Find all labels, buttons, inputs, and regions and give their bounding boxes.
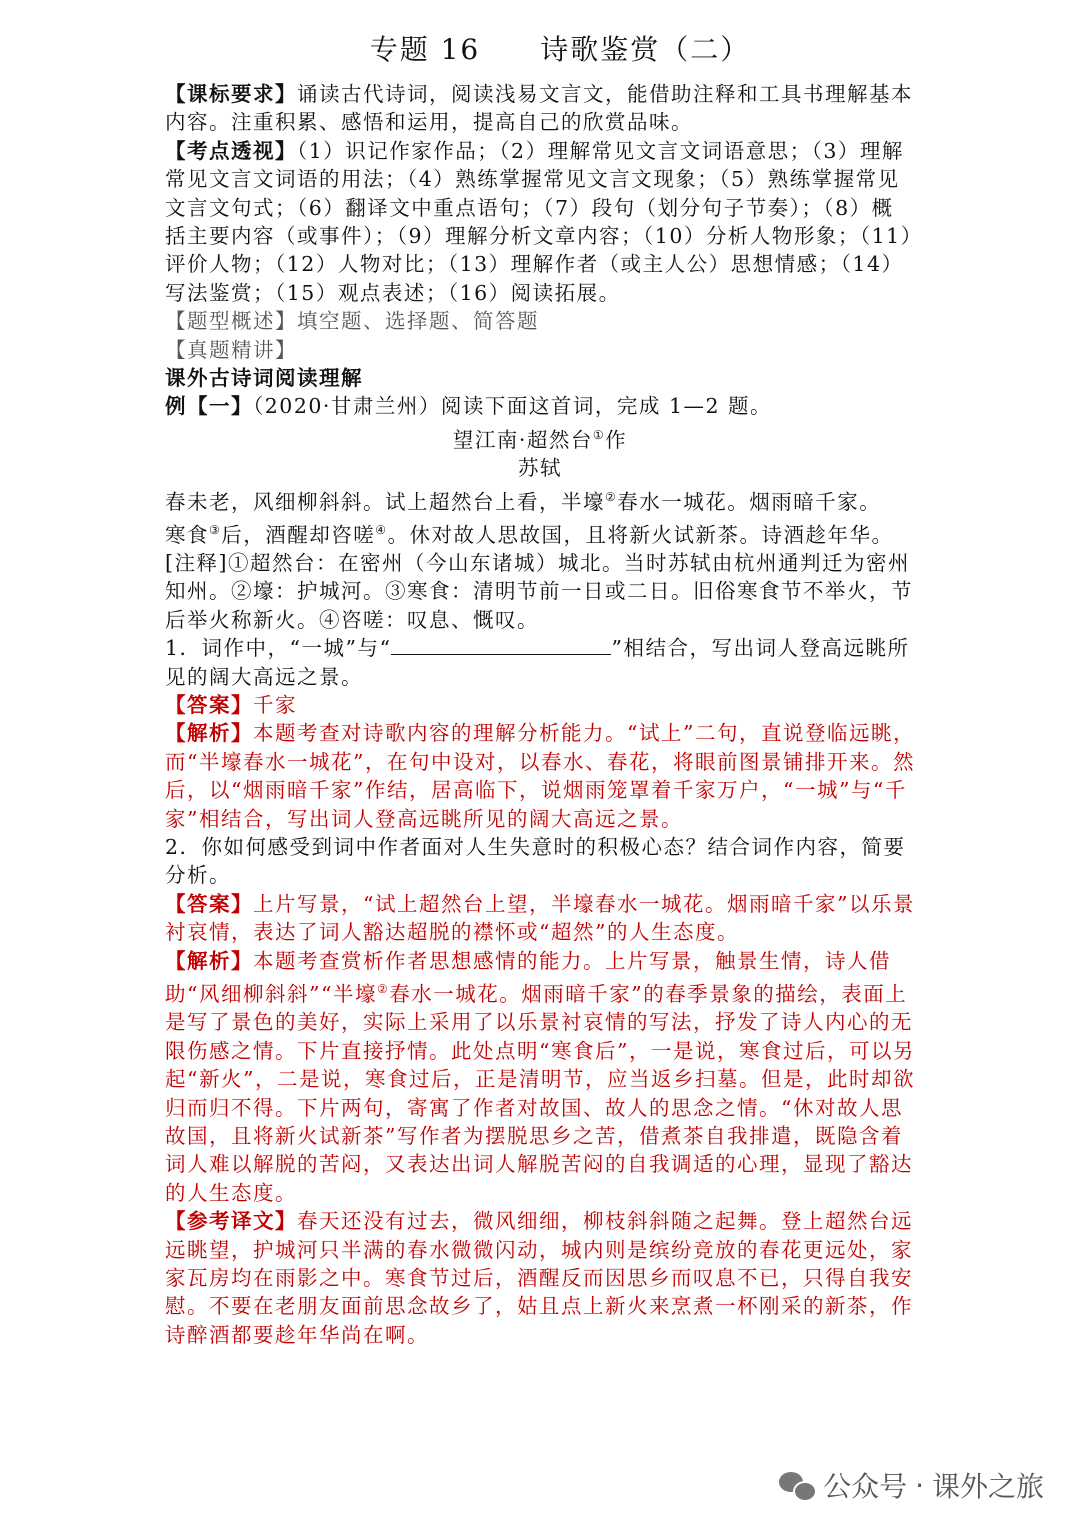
requirements-text: 诵读古代诗词，阅读浅易文言文，能借助注释和工具书理解基本内容。注重积累、感悟和运用，提高自己的欣赏品味。 xyxy=(165,82,913,135)
question-2: 2．你如何感受到词中作者面对人生失意时的积极心态？结合词作内容，简要分析。 xyxy=(165,835,906,888)
exam-points xyxy=(165,137,915,307)
poem-author: 苏轼 xyxy=(518,456,562,481)
real-questions-heading: 【真题精讲】 xyxy=(165,337,297,362)
example-text: （2020·甘肃兰州）阅读下面这首词，完成 1—2 题。 xyxy=(253,394,773,419)
wechat-watermark xyxy=(779,1465,1044,1505)
question-2-answer: 【答案】上片写景，“试上超然台上望，半壕春水一城花。烟雨暗千家”以乐景衬哀情，表达了词人豁达超脱的襟怀或“超然”的人生态度。 xyxy=(165,891,915,945)
poem-stanza-1: 春未老，风细柳斜斜。试上超然台上看，半壕②春水一城花。烟雨暗千家。 xyxy=(165,489,882,514)
document-page xyxy=(165,30,915,1349)
poem-title: 望江南·超然台①作 xyxy=(452,427,628,452)
wechat-logo-icon xyxy=(779,1470,815,1500)
question-2-analysis: 【解析】本题考查赏析作者思想感情的能力。上片写景，触景生情，诗人借助“风细柳斜斜”“半壕②春水一城花。烟雨暗千家”的春季景象的描绘，表面上是写了景色的美好，实际上采用了以乐景衬哀情的写法，抒发了诗人内心的无限伤感之情。下片直接抒情。此处点明“寒食后”，一是说，寒食过后，可以另起“新火”，二是说，寒食过后，正是清明节，应当返乡扫墓。但是，此时却欲归而归不得。下片两句，寄寓了作者对故国、故人的思念之情。“休对故人思故国，且将新火试新茶”写作者为摆脱思乡之苦，借煮茶自我排遣，既隐含着词人难以解脱的苦闷，又表达出词人解脱苦闷的自我调适的心理，显现了豁达的人生态度。 xyxy=(165,948,915,1205)
watermark-name: 课外之旅 xyxy=(931,1470,1044,1503)
question-1: 1．词作中，“一城”与“ ”相结合，写出词人登高远眺所见的阔大高远之景。 xyxy=(165,636,910,689)
reference-translation: 【参考译文】春天还没有过去，微风细细，柳枝斜斜随之起舞。登上超然台远远眺望，护城河只半满的春水微微闪动，城内则是缤纷竞放的春花更远处，家家瓦房均在雨影之中。寒食节过后，酒醒反而因思乡而叹息不已，只得自我安慰。不要在老朋友面前思念故乡了，姑且点上新火来烹煮一杯刚采的新茶，作诗醉酒都要趁年华尚在啊。 xyxy=(165,1209,913,1347)
example-intro xyxy=(165,392,915,420)
example-label: 例【一】 xyxy=(165,394,253,419)
question-1-analysis: 【解析】本题考查对诗歌内容的理解分析能力。“试上”二句，直说登临远眺，而“半壕春水一城花”，在句中设对，以春水、春花，将眼前图景铺排开来。然后，以“烟雨暗千家”作结，居高临下，说烟雨笼罩着千家万户，“一城”与“千家”相结合，写出词人登高远眺所见的阔大高远之景。 xyxy=(165,721,915,831)
page-title xyxy=(165,30,915,70)
poem-notes: [注释]①超然台：在密州（今山东诸城）城北。当时苏轼由杭州通判迁为密州知州。②壕：护城河。③寒食：清明节前一日或二日。旧俗寒食节不举火，节后举火称新火。④咨嗟：叹息、慨叹。 xyxy=(165,550,913,632)
answer-blank xyxy=(391,634,611,655)
question-1-answer: 【答案】千家 xyxy=(165,693,297,718)
watermark-dot: · xyxy=(915,1468,924,1502)
question-types: 【题型概述】填空题、选择题、简答题 xyxy=(165,309,539,334)
curriculum-requirements xyxy=(165,80,915,137)
topic-name: 诗歌鉴赏（二） xyxy=(540,33,751,66)
topic-number: 专题 16 xyxy=(369,33,481,66)
section-title: 课外古诗词阅读理解 xyxy=(165,366,363,391)
requirements-label: 【课标要求】 xyxy=(165,82,297,106)
exam-points-text: （1）识记作家作品；（2）理解常见文言文词语意思；（3）理解常见文言文词语的用法；（4）熟练掌握常见文言文现象；（5）熟练掌握常见文言文句式；（6）翻译文中重点语句；（7）段句（划分句子节奏）；（8）概括主要内容（或事件）；（9）理解分析文章内容；（10）分析人物形象；（11）评价人物；（12）人物对比；（13）理解作者（或主人公）思想情感；（14）写法鉴赏；（15）观点表述；（16）阅读拓展。 xyxy=(165,138,913,305)
exam-points-label: 【考点透视】 xyxy=(165,138,297,163)
poem-stanza-2: 寒食③后，酒醒却咨嗟④。休对故人思故国，且将新火试新茶。诗酒趁年华。 xyxy=(165,522,894,547)
watermark-prefix: 公众号 xyxy=(823,1470,908,1503)
